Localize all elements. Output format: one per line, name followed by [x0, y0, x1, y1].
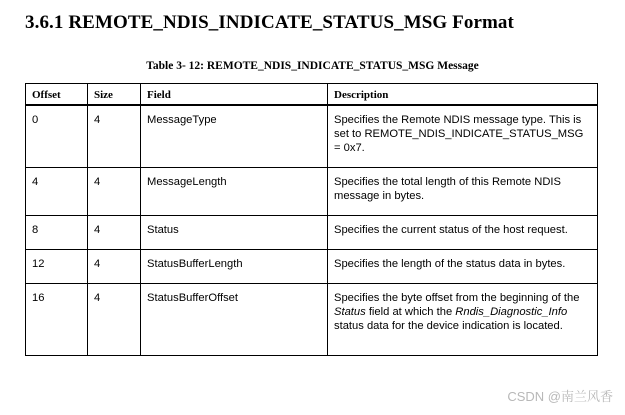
- table-row: [26, 105, 598, 168]
- size-cell: 4: [88, 250, 141, 284]
- field-cell: MessageType: [141, 105, 328, 168]
- table-caption: Table 3- 12: REMOTE_NDIS_INDICATE_STATUS_MSG Message: [146, 60, 479, 72]
- offset-cell: 0: [26, 105, 88, 168]
- column-header-offset: Offset: [26, 84, 88, 106]
- table-header-row: [26, 84, 598, 106]
- message-table: [25, 83, 598, 356]
- description-cell: Specifies the current status of the host request.: [328, 216, 598, 250]
- offset-cell: 8: [26, 216, 88, 250]
- offset-cell: 16: [26, 284, 88, 356]
- size-cell: 4: [88, 284, 141, 356]
- size-cell: 4: [88, 216, 141, 250]
- table-row: [26, 250, 598, 284]
- column-header-description: Description: [328, 84, 598, 106]
- field-cell: StatusBufferLength: [141, 250, 328, 284]
- field-cell: Status: [141, 216, 328, 250]
- size-cell: 4: [88, 105, 141, 168]
- table-row: [26, 284, 598, 356]
- description-cell: Specifies the length of the status data in bytes.: [328, 250, 598, 284]
- table-row: [26, 168, 598, 216]
- table-row: [26, 216, 598, 250]
- size-cell: 4: [88, 168, 141, 216]
- field-cell: StatusBufferOffset: [141, 284, 328, 356]
- column-header-field: Field: [141, 84, 328, 106]
- description-cell: Specifies the total length of this Remote NDIS message in bytes.: [328, 168, 598, 216]
- description-cell: Specifies the byte offset from the beginning of the Status field at which the Rndis_Diagnostic_Info status data for the device indication is located.: [328, 284, 598, 356]
- field-cell: MessageLength: [141, 168, 328, 216]
- section-heading: 3.6.1 REMOTE_NDIS_INDICATE_STATUS_MSG Format: [25, 12, 514, 33]
- offset-cell: 4: [26, 168, 88, 216]
- column-header-size: Size: [88, 84, 141, 106]
- watermark: CSDN @南兰风香: [507, 389, 613, 404]
- description-cell: Specifies the Remote NDIS message type. This is set to REMOTE_NDIS_INDICATE_STATUS_MSG = 0x7.: [328, 105, 598, 168]
- offset-cell: 12: [26, 250, 88, 284]
